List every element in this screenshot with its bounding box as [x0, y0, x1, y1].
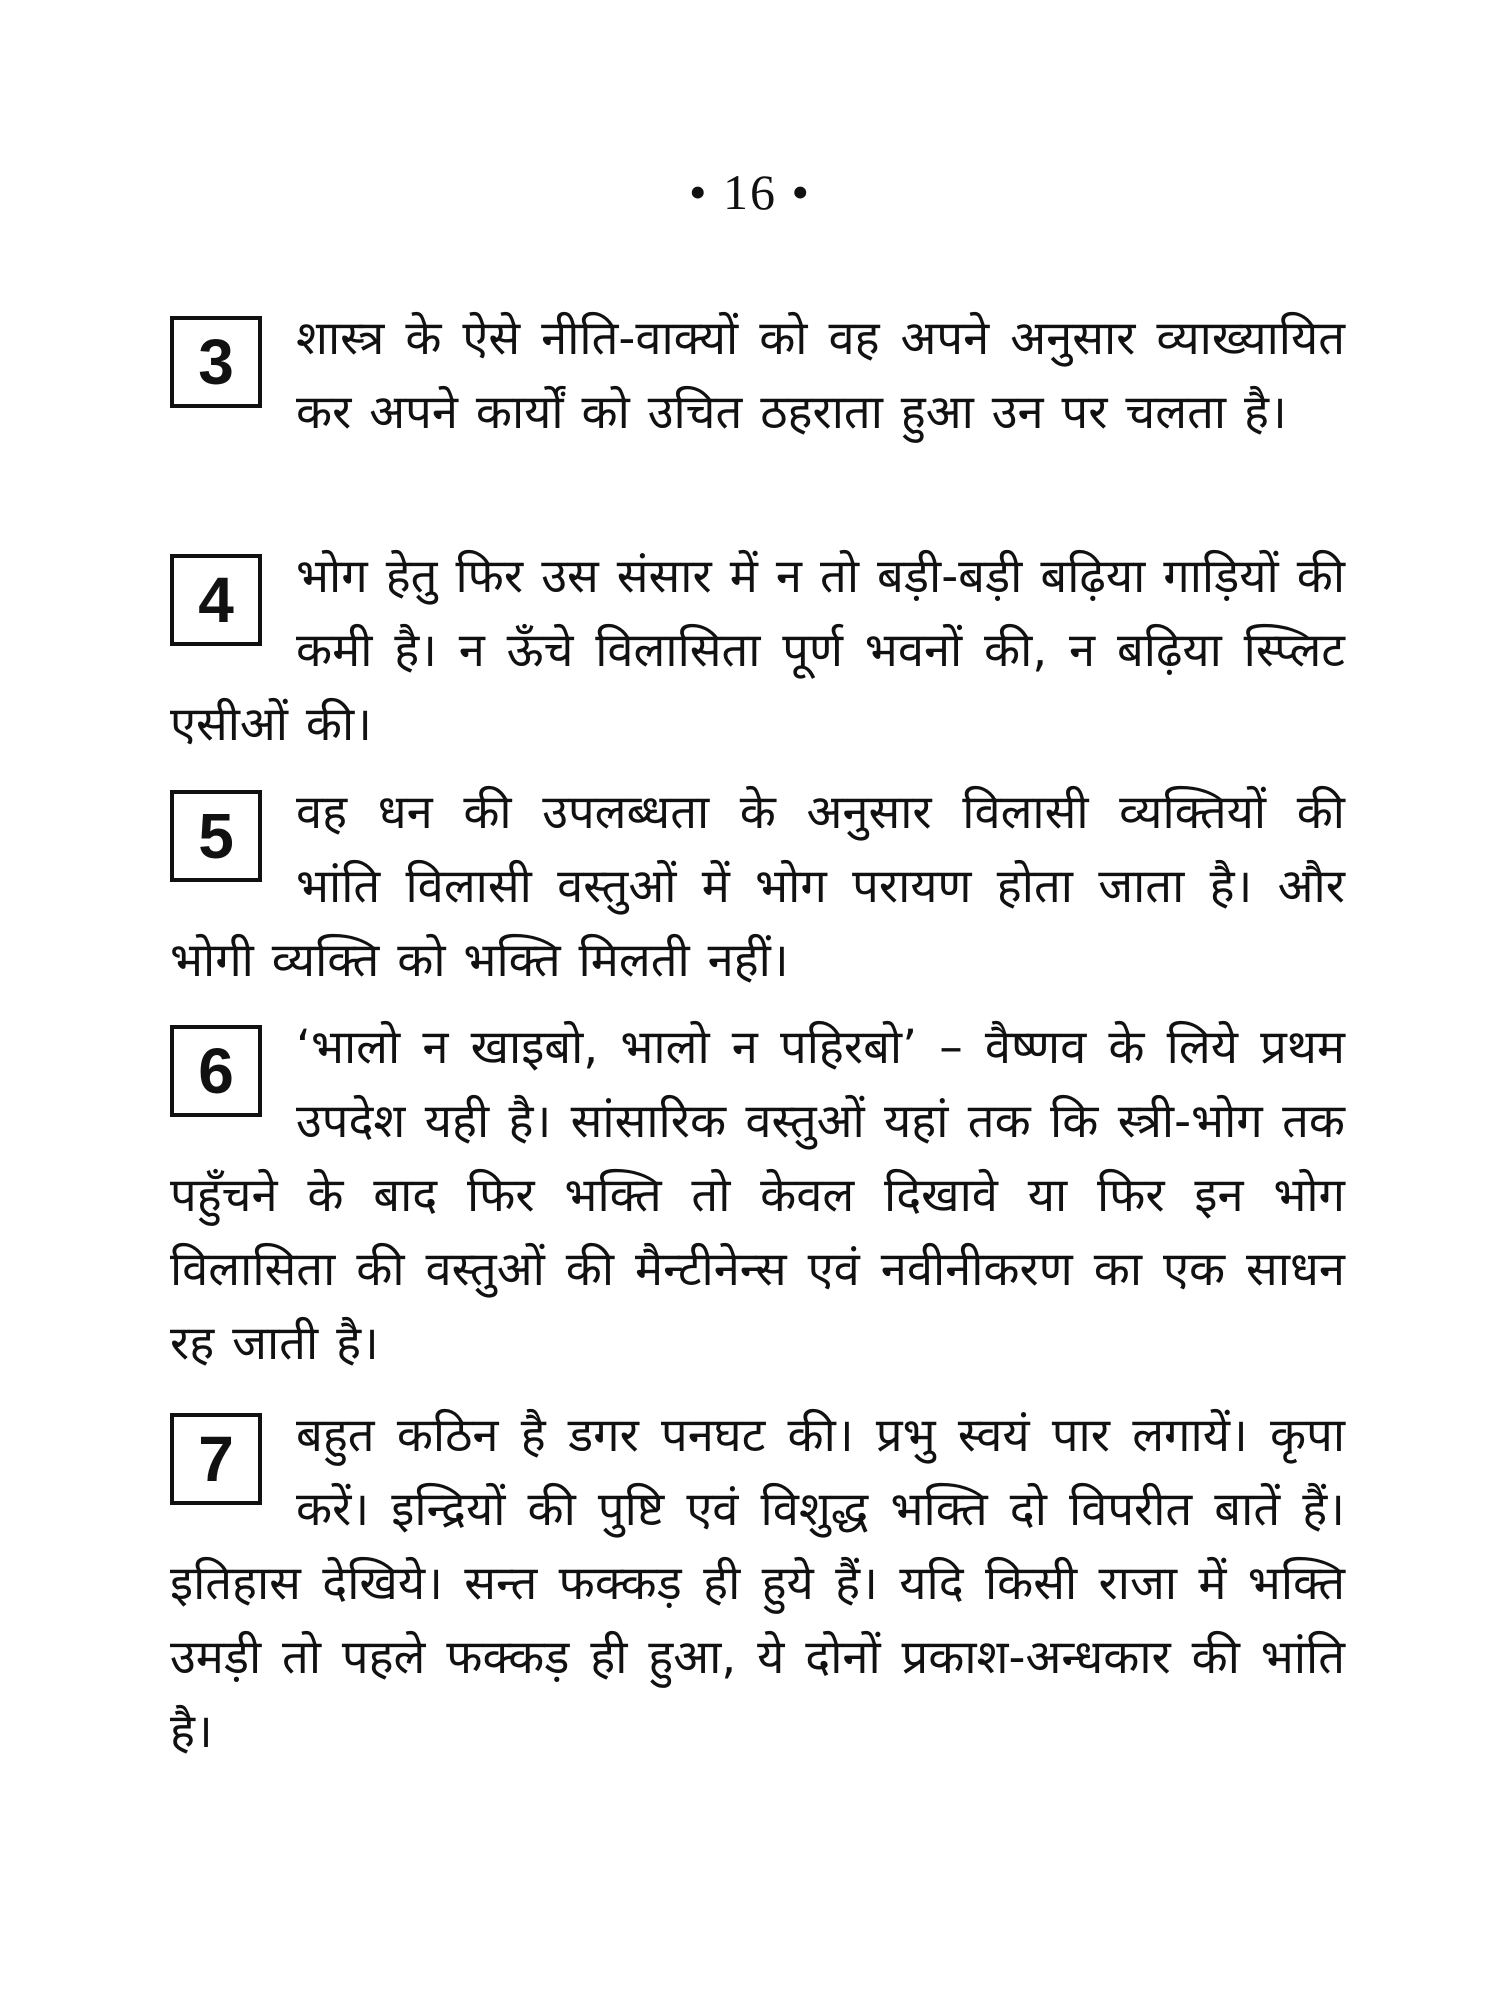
page-number: • 16 •: [688, 164, 811, 220]
numbered-paragraph-4: [170, 540, 1345, 762]
numbered-paragraph-6: [170, 1011, 1345, 1381]
paragraph-number-box: 3: [170, 316, 262, 408]
paragraph-number-box: 5: [170, 790, 262, 882]
paragraph-number-box: 4: [170, 554, 262, 646]
paragraph-text: भोग हेतु फिर उस संसार में न तो बड़ी-बड़ी बढ़िया गाड़ियों की कमी है। न ऊँचे विलासिता पूर्ण भवनों की, न बढ़िया स्प्लिट एसीओं की।: [170, 549, 1345, 752]
paragraph-number-box: 7: [170, 1413, 262, 1505]
paragraph-text: शास्त्र के ऐसे नीति-वाक्यों को वह अपने अनुसार व्याख्यायित कर अपने कार्यों को उचित ठहराता हुआ उन पर चलता है।: [296, 311, 1345, 440]
numbered-paragraph-3: [170, 302, 1345, 450]
paragraph-text: वह धन की उपलब्धता के अनुसार विलासी व्यक्तियों की भांति विलासी वस्तुओं में भोग परायण होता जाता है। और भोगी व्यक्ति को भक्ति मिलती नहीं।: [170, 785, 1345, 988]
paragraph-text: बहुत कठिन है डगर पनघट की। प्रभु स्वयं पार लगायें। कृपा करें। इन्द्रियों की पुष्टि एवं विशुद्ध भक्ति दो विपरीत बातें हैं। इतिहास देखिये। सन्त फक्कड़ ही हुये हैं। यदि किसी राजा में भक्ति उमड़ी तो पहले फक्कड़ ही हुआ, ये दोनों प्रकाश-अन्धकार की भांति है।: [170, 1408, 1345, 1759]
paragraph-number-box: 6: [170, 1025, 262, 1117]
paragraph-text: ‘भालो न खाइबो, भालो न पहिरबो’ – वैष्णव के लिये प्रथम उपदेश यही है। सांसारिक वस्तुओं यहां तक कि स्त्री-भोग तक पहुँचने के बाद फिर भक्ति तो केवल दिखावे या फिर इन भोग विलासिता की वस्तुओं की मैन्टीनेन्स एवं नवीनीकरण का एक साधन रह जाती है।: [170, 1020, 1345, 1371]
numbered-paragraph-5: [170, 776, 1345, 998]
numbered-paragraph-7: [170, 1399, 1345, 1769]
